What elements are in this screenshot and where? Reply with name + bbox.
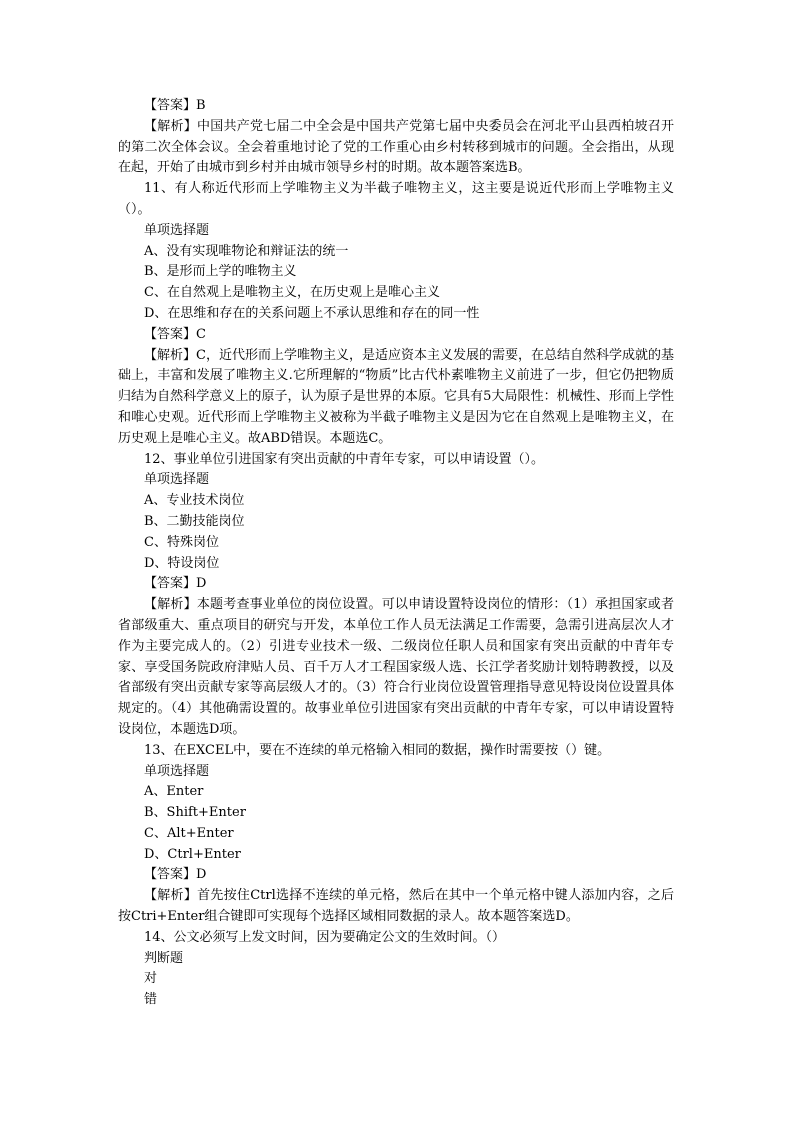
q11-option-b: B、是形而上学的唯物主义 xyxy=(144,264,297,280)
q13-question: 13、在EXCEL中，要在不连续的单元格输入相同的数据，操作时需要按（）键。 xyxy=(144,742,611,758)
q13-analysis: 【解析】首先按住Ctrl选择不连续的单元格，然后在其中一个单元格中键人添加内容，之后按Ctri+Enter组合键即可实现每个选择区域相同数据的录人。故本题答案选D。 xyxy=(118,888,674,925)
q11-answer: 【答案】C xyxy=(144,326,206,342)
document-content xyxy=(118,96,674,1011)
q11-option-d: D、在思维和存在的关系问题上不承认思维和存在的同一性 xyxy=(144,305,480,321)
q13-option-b: B、Shift+Enter xyxy=(144,805,246,821)
q13-option-c: C、Alt+Enter xyxy=(144,825,234,841)
q12-option-c: C、特殊岗位 xyxy=(144,534,219,550)
q14-type: 判断题 xyxy=(144,950,184,966)
q11-option-c: C、在自然观上是唯物主义，在历史观上是唯心主义 xyxy=(144,285,440,301)
q11-analysis: 【解析】C，近代形而上学唯物主义，是适应资本主义发展的需要，在总结自然科学成就的基础上，丰富和发展了唯物主义.它所理解的“物质”比古代朴素唯物主义前进了一步，但它仍把物质归结为自然科学意义上的原子，认为原子是世界的本原。它具有5大局限性：机械性、形而上学性和唯心史观。近代形而上学唯物主义被称为半截子唯物主义是因为它在自然观上是唯物主义，在历史观上是唯心主义。故ABD错误。本题选C。 xyxy=(118,347,674,446)
q13-option-a: A、Enter xyxy=(144,784,204,800)
q12-answer: 【答案】D xyxy=(144,576,207,592)
q13-option-d: D、Ctrl+Enter xyxy=(144,846,241,862)
q11-type: 单项选择题 xyxy=(144,222,210,238)
q12-type: 单项选择题 xyxy=(144,472,210,488)
q11-question: 11、有人称近代形而上学唯物主义为半截子唯物主义，这主要是说近代形而上学唯物主义（）。 xyxy=(118,181,674,217)
q12-option-d: D、特设岗位 xyxy=(144,555,220,571)
q12-option-a: A、专业技术岗位 xyxy=(144,493,245,509)
q13-type: 单项选择题 xyxy=(144,763,210,779)
q14-option-true: 对 xyxy=(144,971,158,987)
q14-question: 14、公文必须写上发文时间，因为要确定公文的生效时间。（） xyxy=(144,929,506,945)
q10-analysis: 【解析】中国共产党七届二中全会是中国共产党第七届中央委员会在河北平山县西柏坡召开的第二次全体会议。全会着重地讨论了党的工作重心由乡村转移到城市的问题。全会指出，从现在起，开始了由城市到乡村并由城市领导乡村的时期。故本题答案选B。 xyxy=(118,118,674,176)
q12-question: 12、事业单位引进国家有突出贡献的中青年专家，可以申请设置（）。 xyxy=(144,451,545,467)
q12-option-b: B、二勤技能岗位 xyxy=(144,513,245,529)
q14-option-false: 错 xyxy=(144,992,158,1008)
q10-answer: 【答案】B xyxy=(144,98,206,113)
q12-analysis: 【解析】本题考查事业单位的岗位设置。可以申请设置特设岗位的情形：（1）承担国家或者省部级重大、重点项目的研究与开发，本单位工作人员无法满足工作需要，急需引进高层次人才作为主要完成人的。（2）引进专业技术一级、二级岗位任职人员和国家有突出贡献的中青年专家、享受国务院政府津贴人员、百千万人才工程国家级人选、长江学者奖励计划特聘教授，以及省部级有突出贡献专家等高层级人才的。（3）符合行业岗位设置管理指导意见特设岗位设置具体规定的。（4）其他确需设置的。故事业单位引进国家有突出贡献的中青年专家，可以申请设置特设岗位，本题选D项。 xyxy=(118,597,674,737)
q11-option-a: A、没有实现唯物论和辩证法的统一 xyxy=(144,243,349,259)
q13-answer: 【答案】D xyxy=(144,867,207,883)
